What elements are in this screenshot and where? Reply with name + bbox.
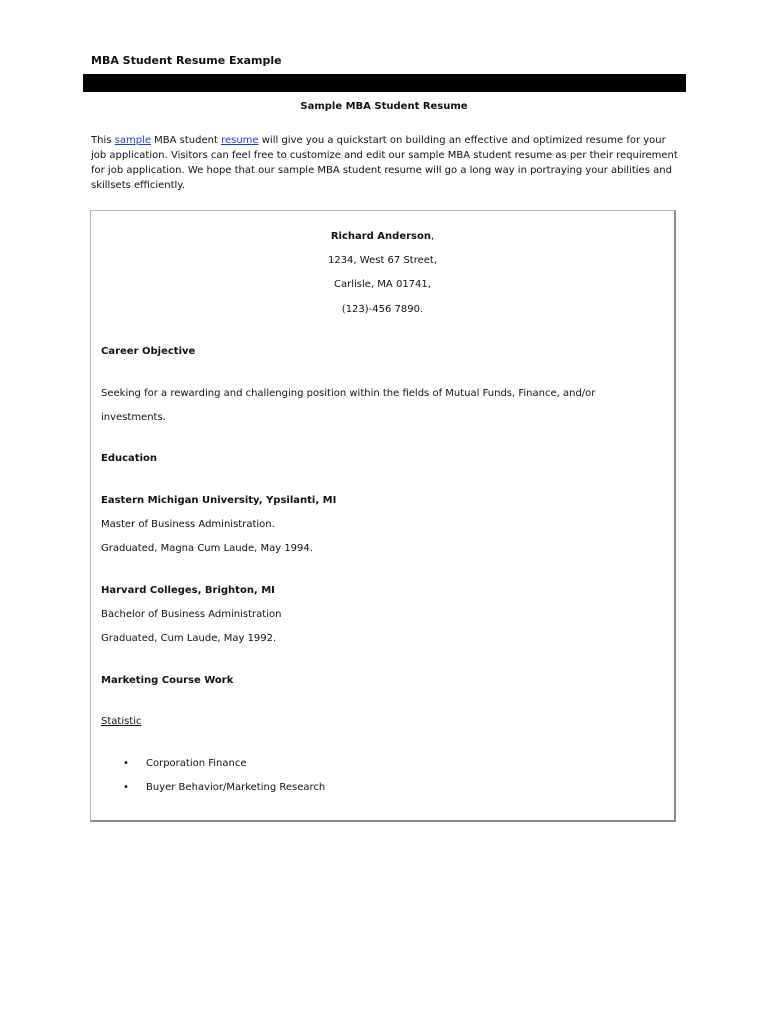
career-objective-line-1: Seeking for a rewarding and challenging position within the fields of Mutual Funds, Finance, and/or	[101, 388, 596, 399]
education-heading: Education	[101, 453, 157, 464]
address-line-1: 1234, West 67 Street,	[327, 255, 438, 266]
intro-paragraph	[91, 133, 681, 193]
education-school-1: Eastern Michigan University, Ypsilanti, MI	[101, 495, 337, 506]
intro-prefix: This	[91, 135, 115, 146]
resume-name-suffix: ,	[430, 231, 435, 242]
coursework-heading: Marketing Course Work	[101, 675, 234, 686]
education-graduation-1: Graduated, Magna Cum Laude, May 1994.	[101, 543, 313, 554]
resume-name: Richard Anderson	[330, 231, 431, 242]
course-item: Buyer Behavior/Marketing Research	[146, 782, 326, 793]
address-line-2: Carlisle, MA 01741,	[334, 279, 431, 290]
resume-name-line	[91, 231, 674, 242]
title-divider-bar	[83, 74, 686, 92]
resume-box	[90, 210, 676, 822]
career-objective-heading: Career Objective	[101, 346, 196, 357]
career-objective-line-2: investments.	[101, 412, 166, 423]
phone: (123)-456 7890.	[341, 304, 424, 315]
education-graduation-2: Graduated, Cum Laude, May 1992.	[101, 633, 277, 644]
resume-link[interactable]: resume	[221, 135, 259, 146]
education-degree-1: Master of Business Administration.	[101, 519, 275, 530]
course-item: Corporation Finance	[146, 758, 247, 769]
education-degree-2: Bachelor of Business Administration	[101, 609, 282, 620]
coursework-subheading: Statistic	[101, 716, 142, 727]
intro-rest: will give you a quickstart on building an effective and optimized resume for your job application. Visitors can feel free to customize and edit our sample MBA student resume as per their requirement for job application. We hope that our sample MBA student resume will go a long way in portraying your abilities and skillsets efficiently.	[91, 135, 678, 191]
document-heading: Sample MBA Student Resume	[300, 101, 468, 112]
page-title: MBA Student Resume Example	[91, 54, 282, 67]
intro-mid: MBA student	[150, 135, 222, 146]
sample-link[interactable]: sample	[114, 135, 151, 146]
bullet-icon: •	[123, 758, 129, 769]
education-school-2: Harvard Colleges, Brighton, MI	[101, 585, 275, 596]
bullet-icon: •	[123, 782, 129, 793]
